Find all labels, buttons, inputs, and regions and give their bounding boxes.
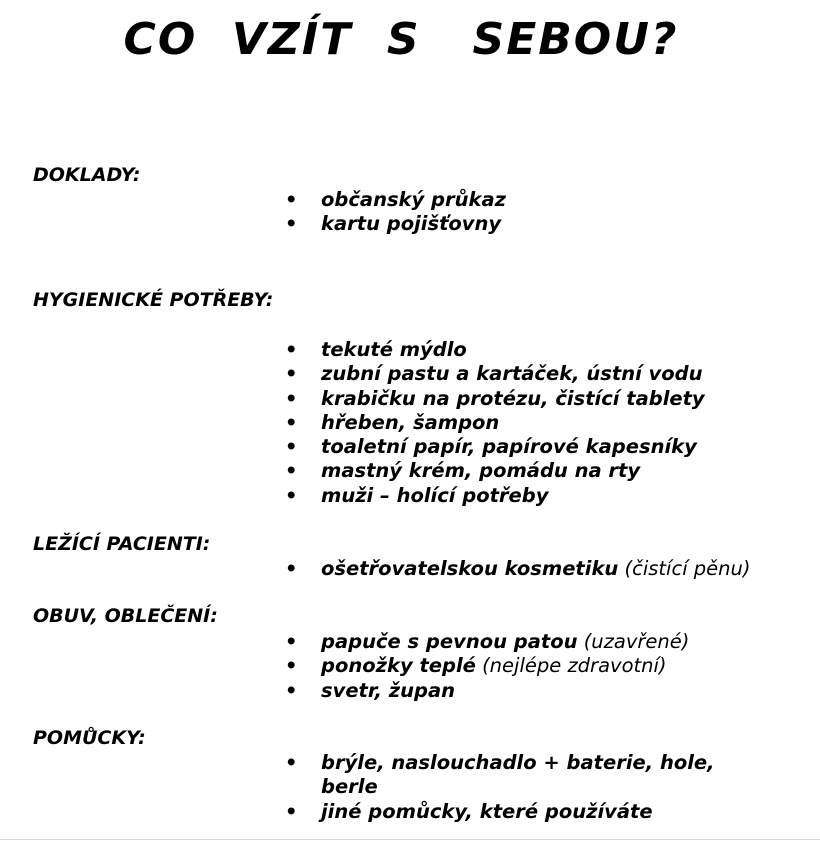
bullet-icon: • xyxy=(285,483,298,507)
bullet-icon: • xyxy=(285,654,298,678)
bullet-icon: • xyxy=(285,678,298,702)
list-lezici-pacienti xyxy=(285,557,755,581)
list-item: • ošetřovatelskou kosmetiku (čistící pěnu) xyxy=(285,557,751,580)
list-doklady xyxy=(285,188,755,237)
list-pomucky xyxy=(285,751,725,824)
section-label-lezici-pacienti: LEŽÍCÍ PACIENTI: xyxy=(33,533,211,555)
list-item: • hřeben, šampon xyxy=(285,410,500,434)
section-label-hygienicke-potreby: HYGIENICKÉ POTŘEBY: xyxy=(33,289,274,311)
page-bottom-divider xyxy=(0,839,820,840)
section-label-doklady: DOKLADY: xyxy=(33,164,141,186)
page-title: CO VZÍT S SEBOU? xyxy=(123,14,679,65)
list-item: • brýle, naslouchadlo + baterie, hole, berle xyxy=(285,751,715,799)
bullet-icon: • xyxy=(285,557,298,580)
bullet-icon: • xyxy=(285,362,298,386)
list-item: • papuče s pevnou patou (uzavřené) xyxy=(285,630,690,653)
list-item: • kartu pojišťovny xyxy=(285,212,502,236)
bullet-icon: • xyxy=(285,630,298,653)
bullet-icon: • xyxy=(285,751,298,774)
list-item: • zubní pastu a kartáček, ústní vodu xyxy=(285,362,703,386)
bullet-icon: • xyxy=(285,386,298,410)
list-item: • mastný krém, pomádu na rty xyxy=(285,459,641,483)
list-item: • tekuté mýdlo xyxy=(285,338,467,361)
bullet-icon: • xyxy=(285,459,298,483)
bullet-icon: • xyxy=(285,799,298,823)
bullet-icon: • xyxy=(285,212,298,236)
list-item: • svetr, župan xyxy=(285,678,456,702)
list-obuv-obleceni xyxy=(285,630,755,703)
list-item: • krabičku na protézu, čistící tablety xyxy=(285,386,705,410)
bullet-icon: • xyxy=(285,435,298,459)
list-hygienicke-potreby xyxy=(285,338,755,508)
list-item: • jiné pomůcky, které používáte xyxy=(285,799,653,823)
section-label-obuv-obleceni: OBUV, OBLEČENÍ: xyxy=(33,605,218,627)
section-label-pomucky: POMŮCKY: xyxy=(33,727,146,749)
list-item: • občanský průkaz xyxy=(285,188,506,211)
list-item: • ponožky teplé (nejlépe zdravotní) xyxy=(285,654,667,678)
list-item: • muži – holící potřeby xyxy=(285,483,549,507)
bullet-icon: • xyxy=(285,188,298,211)
bullet-icon: • xyxy=(285,338,298,361)
bullet-icon: • xyxy=(285,410,298,434)
list-item: • toaletní papír, papírové kapesníky xyxy=(285,435,697,459)
